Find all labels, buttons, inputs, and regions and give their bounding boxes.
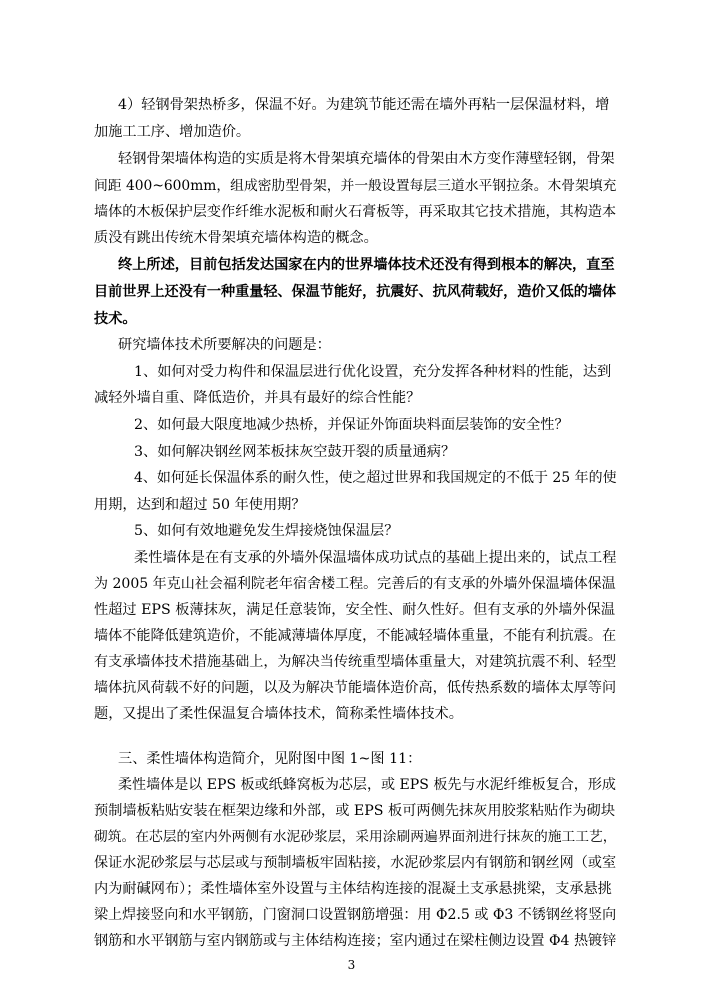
text-line: 为 2005 年克山社会福利院老年宿舍楼工程。完善后的有支承的外墙外保温墙体保温 xyxy=(94,576,616,592)
question-line: 4、如何延长保温体系的耐久性，使之超过世界和我国规定的不低于 25 年的使 xyxy=(134,470,617,486)
conclusion-line: 终上所述，目前包括发达国家在内的世界墙体技术还没有得到根本的解决，直至 xyxy=(118,257,615,273)
text-line: 间距 400~600mm，组成密肋型骨架，并一般设置每层三道水平钢拉条。木骨架填充 xyxy=(94,178,617,194)
text-line: 砌筑。在芯层的室内外两侧有水泥砂浆层，采用涂刷两遍界面剂进行抹灰的施工工艺， xyxy=(94,829,617,845)
question-line: 减轻外墙自重、降低造价，并具有最好的综合性能？ xyxy=(94,390,421,406)
text-line: 柔性墙体是在有支承的外墙外保温墙体成功试点的基础上提出来的，试点工程 xyxy=(134,550,617,566)
text-line: 轻钢骨架墙体构造的实质是将木骨架填充墙体的骨架由木方变作薄壁轻钢，骨架 xyxy=(118,151,615,167)
text-line: 4）轻钢骨架热桥多，保温不好。为建筑节能还需在墙外再粘一层保温材料，增 xyxy=(118,97,610,113)
text-line: 墙体抗风荷载不好的问题，以及为解决节能墙体造价高，低传热系数的墙体太厚等问 xyxy=(94,680,617,696)
text-line: 研究墙体技术所要解决的问题是： xyxy=(118,337,331,353)
question-line: 2、如何最大限度地减少热桥，并保证外饰面块料面层装饰的安全性？ xyxy=(134,417,569,433)
text-line: 墙体不能降低建筑造价，不能减薄墙体厚度，不能减轻墙体重量，不能有利抗震。在 xyxy=(94,628,617,644)
page-number: 3 xyxy=(347,958,356,972)
text-line: 性超过 EPS 板薄抹灰，满足任意装饰，安全性、耐久性好。但有支承的外墙外保温 xyxy=(94,602,616,618)
text-line: 钢筋和水平钢筋与室内钢筋或与主体结构连接；室内通过在梁柱侧边设置 Φ4 热镀锌 xyxy=(94,933,617,949)
conclusion-line: 技术。 xyxy=(94,311,137,327)
section-heading: 三、柔性墙体构造简介，见附图中图 1~图 11： xyxy=(118,751,422,767)
text-line: 墙体的木板保护层变作纤维水泥板和耐火石膏板等，再采取其它技术措施，其构造本 xyxy=(94,204,617,220)
question-line: 5、如何有效地避免发生焊接烧蚀保温层？ xyxy=(134,523,399,539)
text-line: 内为耐碱网布）；柔性墙体室外设置与主体结构连接的混凝土支承悬挑梁，支承悬挑 xyxy=(94,881,612,897)
text-line: 加施工工序、增加造价。 xyxy=(94,124,251,140)
conclusion-line: 目前世界上还没有一种重量轻、保温节能好，抗震好、抗风荷载好，造价又低的墙体 xyxy=(94,284,617,300)
question-line: 1、如何对受力构件和保温层进行优化设置，充分发挥各种材料的性能，达到 xyxy=(134,364,612,380)
question-line: 3、如何解决钢丝网苯板抹灰空鼓开裂的质量通病？ xyxy=(134,444,456,460)
question-line: 用期，达到和超过 50 年使用期？ xyxy=(94,497,306,513)
text-line: 有支承墙体技术措施基础上，为解决当传统重型墙体重量大，对建筑抗震不利、轻型 xyxy=(94,654,617,670)
text-line: 保证水泥砂浆层与芯层或与预制墙板牢固粘接，水泥砂浆层内有钢筋和钢丝网（或室 xyxy=(94,855,617,871)
text-line: 柔性墙体是以 EPS 板或纸蜂窝板为芯层，或 EPS 板先与水泥纤维板复合，形成 xyxy=(118,777,616,793)
text-line: 质没有跳出传统木骨架填充墙体构造的概念。 xyxy=(94,230,378,246)
text-line: 梁上焊接竖向和水平钢筋，门窗洞口设置钢筋增强：用 Φ2.5 或 Φ3 不锈钢丝将竖向 xyxy=(94,907,617,923)
text-line: 预制墙板粘贴安装在框架边缘和外部，或 EPS 板可两侧先抹灰用胶浆粘贴作为砌块 xyxy=(94,803,616,819)
text-line: 题，又提出了柔性保温复合墙体技术，简称柔性墙体技术。 xyxy=(94,706,463,722)
